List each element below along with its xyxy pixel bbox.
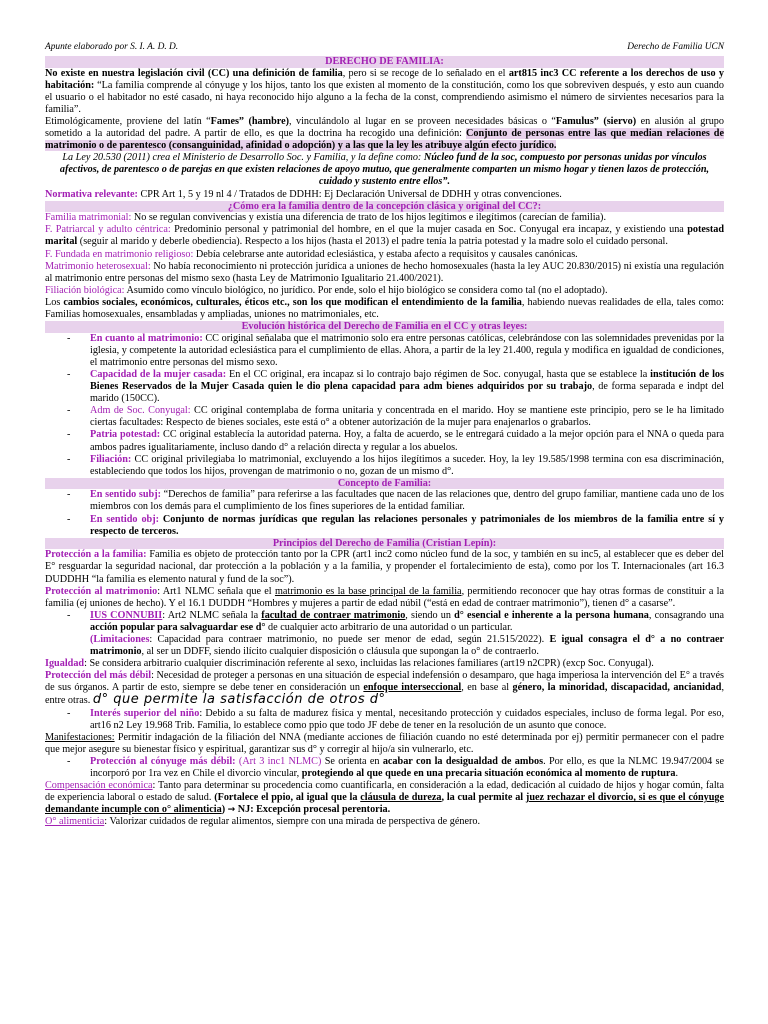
section-title-concepto: Concepto de Familia:: [45, 478, 724, 490]
prot-mat-underline: matrimonio es la base principal de la familia: [274, 585, 462, 597]
clasica-text-1: No se regulan convivencias y existía una diferencia de trato de los hijos legítimos e ilegítimos (carecían de familia).: [131, 212, 606, 224]
prot-mat-text-1: : Art1 NLMC señala que el: [157, 585, 275, 597]
ius-bold-2: acción popular para salvaguardar ese d°: [90, 621, 266, 633]
evolucion-item-2: [90, 369, 724, 405]
intro-paragraph-2: [45, 116, 724, 152]
clasica-text-5: Asumido como vínculo biológico, no jurídico. Por ende, solo el hijo biológico se considera como tal (no el adoptado).: [124, 284, 608, 296]
intro-text-2: “La familia comprende al cónyuge y los hijos, tanto los que existen al momento de la constitución, como los que sobreviven después, y esto aun cuando el usuario o el habitador no esté casado, ni haya reconocido hijo alguno a la fecha de la const, comprendiendo asimismo el número de sirvientes necesarios para la familia”.: [45, 79, 724, 115]
lim-text-1: : Capacidad para contraer matrimonio, no puede ser menor de edad, según 21.515/2022).: [149, 634, 550, 645]
evolucion-bold-2: institución de los Bienes Reservados de la Mujer Casada quien le dio plena capacidad para adm bienes adquiridos por su trabajo: [90, 368, 724, 393]
concepto-list: [45, 489, 724, 537]
prot-fam-text: Familia es objeto de protección tanto por la CPR (art1 inc2 como núcleo fund de la soc, y también en su inc5, al establecer que es deber del E° resguardar la seguridad nacional, dar protección a la población y a la familia, y propender el fortalecimiento de esta), como por los T. Internacionales (art 16.3 DUDDHH “la familia es elemento natural y fund de la soc”).: [45, 549, 725, 585]
clasica-bold-2: potestad marital: [45, 224, 725, 248]
proteccion-matrimonio: [45, 586, 724, 610]
igualdad-label: Igualdad: [45, 658, 85, 670]
intro-text-1: , pero si se recoge de lo señalado en el: [342, 67, 509, 79]
interes-superior-nino: [90, 708, 724, 732]
compensacion-economica: [45, 780, 724, 816]
header-course: Derecho de Familia UCN: [627, 42, 724, 52]
debil-text-3: , entre otras.: [45, 682, 724, 707]
etym-famulus: Famulus” (siervo): [555, 115, 637, 127]
comp-label: Compensación económica: [45, 780, 153, 792]
arrow-right-icon: →: [227, 805, 236, 816]
comp-bold-3: ): [221, 804, 228, 816]
evolucion-text-2: En el CC original, era incapaz si lo contrajo bajo régimen de Soc. conyugal, hasta que se establece la: [226, 368, 651, 380]
cony-ref: (Art 3 inc1 NLMC): [235, 755, 322, 767]
ius-text-3: , consagrando una: [648, 609, 724, 621]
proteccion-familia: [45, 549, 724, 585]
prot-mat-label: Protección al matrimonio: [45, 585, 158, 597]
ius-label: IUS CONNUBII: [90, 609, 163, 621]
evolucion-item-5: [90, 454, 724, 478]
handwritten-note: d° que permite la satisfacción de otros d°: [92, 692, 386, 708]
comp-clausula-dureza: cláusula de dureza: [360, 792, 442, 804]
evolucion-label-3: Adm de Soc. Conyugal:: [90, 405, 191, 417]
ius-connubii: [90, 610, 724, 658]
manifestaciones: [45, 732, 724, 756]
comp-juez-rechazar: juez rechazar el divorcio, si es que el cónyuge demandante incumple con o° alimenticia: [45, 792, 724, 816]
intro-bold-1: No existe en nuestra legislación civil (CC) una definición de familia: [45, 67, 343, 79]
ius-connubii-list: [45, 610, 724, 658]
intro-paragraph-1: [45, 68, 724, 116]
lim-label: (Limitaciones: [90, 634, 150, 645]
clasica-label-2: F. Patriarcal y adulto céntrica:: [45, 224, 171, 236]
cambios-bold: cambios sociales, económicos, culturales, éticos etc., son los que modifican el entendimiento de la familia: [63, 296, 522, 308]
nino-text: : Debido a su falta de madurez física y mental, necesitando protección y cuidados especiales, incluso de forma legal. Por eso, art16 n2 Ley 19.968 Trib. Familia, lo establece como ppio que todo JF debe de tener en la resolución de un asunto que conoce.: [90, 707, 724, 731]
debil-bold: género, la minoridad, discapacidad, ancianidad: [512, 682, 722, 694]
nino-label: Interés superior del niño: [90, 707, 200, 719]
evolucion-text-3: CC original contemplaba de forma unitaria y concentrada en el marido. Hoy se mantiene este principio, pero se le ha limitado ciertas facultades: Respecto de bienes sociales, este está o° a obtener autorización de la mujer para enajenarlos o grabarlos.: [90, 405, 724, 429]
clasica-label-3: F. Fundada en matrimonio religioso:: [45, 248, 194, 260]
cony-text-1: Se orienta en: [321, 755, 383, 767]
igualdad-text: : Se considera arbitrario cualquier discriminación referente al sexo, incluidas las relaciones familiares (art19 n2CPR) (excp Soc. Conyugal).: [84, 658, 654, 670]
etym-text-1: Etimológicamente, proviene del latín “: [45, 115, 211, 127]
normativa-text: CPR Art 1, 5 y 19 nl 4 / Tratados de DDHH: Ej Declaración Universal de DDHH y otras convenciones.: [137, 188, 562, 200]
ius-text-2: , siendo un: [405, 609, 455, 621]
intro-bold-2: art815 inc3 CC referente a los derechos de uso y habitación:: [45, 67, 724, 91]
clasica-text-2: Predominio personal y patrimonial del hombre, en el que la mujer casada en Soc. Conyugal era incapaz, y existiendo una: [170, 224, 688, 236]
ius-text-1: : Art2 NLMC señala la: [162, 609, 262, 621]
subj-text: “Derechos de familia” para referirse a las facultades que nacen de las relaciones que, dentro del grupo familiar, mantiene cada uno de los miembros con los demás para el cumplimiento de los fines superiores de la entidad familiar.: [90, 489, 724, 513]
evolucion-label-5: Filiación:: [90, 453, 132, 465]
cambios-text-2: , habiendo nuevas realidades de ella, tales como: Familias homosexuales, ensambladas y ampliadas, uniones no matrimoniales, etc.: [45, 296, 724, 320]
evolucion-label-4: Patria potestad:: [90, 429, 161, 441]
clasica-item-3: [45, 249, 724, 261]
evolucion-text-4: CC original establecía la autoridad paterna. Hoy, a falta de acuerdo, se le entregará cuidado a la mejor opción para el NNA o queda para ambos padres igualitariamente, incluso dando d° a relación directa y regular a los abuelos.: [90, 429, 724, 453]
normativa-label: Normativa relevante:: [45, 188, 138, 200]
etym-text-2: , vinculándolo al lugar en se proveen necesidades básicas o “: [289, 115, 556, 127]
evolucion-label-1: En cuanto al matrimonio:: [90, 332, 203, 344]
evolucion-list: [45, 333, 724, 478]
manif-text: Permitir indagación de la filiación del NNA (mediante acciones de filiación cuando no esté determinada por ej) permitir permanecer con el padre que mejor asegure su bienestar físico y espiritual, garantizar sus d° y corregir al hijo/a sin vulnerarlo, etc.: [45, 731, 724, 755]
doctrine-definition: Conjunto de personas entre las que median relaciones de matrimonio o de parentesco (consanguinidad, afinidad o adopción) y a las que la ley les atribuye algún efecto jurídico.: [45, 128, 724, 152]
obj-label: En sentido obj:: [90, 513, 159, 525]
clasica-item-1: [45, 212, 724, 224]
alim-text: : Valorizar cuidados de regular alimentos, siempre con una mirada de perspectiva de género.: [104, 816, 481, 828]
obj-text: Conjunto de normas jurídicas que regulan las relaciones personales y patrimoniales de los miembros de la familia entre sí y respecto de terceros.: [90, 513, 725, 537]
clasica-text-3: Debía celebrarse ante autoridad eclesiástica, y estaba afecto a requisitos y causales canónicas.: [193, 248, 578, 260]
evolucion-label-2: Capacidad de la mujer casada:: [90, 368, 227, 380]
manif-label: Manifestaciones:: [45, 731, 115, 743]
cony-label: Protección al cónyuge más débil:: [90, 755, 236, 767]
cony-bold-2: protegiendo al que quede en una precaria situación económica al momento de ruptura: [301, 768, 676, 780]
cony-text-3: .: [675, 768, 679, 780]
evolucion-text-1: CC original señalaba que el matrimonio solo era entre personas católicas, celebrándose con las solemnidades prevenidas por la iglesia, y competente la autoridad eclesiástica para el cumplimiento de ellas. Ahora, a partir de la ley 21.400, regula y modifica en igualdad de condiciones, el matrimonio entre personas del mismo sexo.: [90, 332, 724, 368]
clasica-text-2b: (seguir al marido y deberle obediencia). Respecto a los hijos (hasta el 2013) el padre tenía la patria potestad y la madre solo el cuidado personal.: [77, 236, 668, 248]
comp-text-1: : Tanto para determinar su procedencia como cuantificarla, en consideración a la edad, dedicación al cuidado de hijos y hogar común, falta de experiencia laboral o estado de salud.: [45, 780, 725, 804]
etym-text-3: en alusión al grupo sometido a la autoridad del padre. A partir de ello, es que la doctrina ha recogido una definición:: [45, 115, 724, 140]
obligacion-alimenticia: [45, 816, 724, 828]
cambios-sociales: [45, 297, 724, 321]
document-page: [45, 42, 724, 829]
cony-text-2: . Por ello, es que la NLMC 19.947/2004 se incorporó por 1ra vez en Chile el divorcio vincular,: [90, 755, 724, 780]
law-20530-definition: Núcleo fund de la soc, compuesto por personas unidas por vínculos afectivos, de parentesco o de parejas en que existen relaciones de apoyo mutuo, que generalmente comparten un mismo hogar y tienen lazos de protección, cuidado y sustento entre ellos”.: [59, 152, 710, 188]
prot-fam-label: Protección a la familia:: [45, 549, 147, 561]
debil-text-2: , en base al: [461, 682, 513, 694]
evolucion-item-3: [90, 405, 724, 429]
proteccion-conyuge-debil: [90, 756, 724, 780]
debil-text-1: : Necesidad de proteger a personas en una situación de especial indefensión o desamparo, que haga imperiosa la intervención del E° a través de sus órganos. A partir de esto, siempre se debe tener en consideración un: [45, 670, 725, 694]
igualdad: [45, 658, 724, 670]
comp-bold-4: NJ: Excepción procesal perentoria.: [235, 804, 391, 816]
debil-list: [45, 708, 724, 732]
clasica-item-4: [45, 261, 724, 285]
lim-text-2: , al ser un DDFF, siendo ilícito cualquier disposición o cláusula que supongan la o° de contraerlo.: [141, 646, 539, 658]
clasica-item-2: [45, 224, 724, 248]
conyuge-list: [45, 756, 724, 780]
alim-label: O° alimenticia: [45, 816, 105, 828]
etym-fames: Fames” (hambre): [210, 115, 290, 127]
section-title-principios: Principios del Derecho de Familia (Cristian Lepín):: [45, 538, 724, 550]
page-header: [45, 42, 724, 53]
concepto-obj: [90, 514, 724, 538]
comp-bold-2: , la cual permite al: [441, 792, 526, 804]
concepto-subj: [90, 489, 724, 513]
clasica-label-4: Matrimonio heterosexual:: [45, 260, 151, 272]
evolucion-text-5: CC original privilegiaba lo matrimonial, excluyendo a los hijos ilegítimos a suceder. Hoy, la ley 19.585/1998 termina con esa discriminación, estableciendo que todos los hijos, provengan de matrimonio o no, gozan de un mismo d°.: [90, 453, 724, 477]
section-title-clasica: ¿Cómo era la familia dentro de la concepción clásica y original del CC?:: [45, 201, 724, 213]
subj-label: En sentido subj:: [90, 489, 161, 501]
doc-title: DERECHO DE FAMILIA:: [45, 56, 724, 68]
intro-paragraph-3: [45, 152, 724, 188]
evolucion-item-1: [90, 333, 724, 369]
clasica-label-1: Familia matrimonial:: [45, 212, 132, 224]
prot-mat-text-2: , permitiendo reconocer que hay otras formas de constituir a la familia (ej uniones de hecho). Y el 16.1 DUDDH “Hombres y mujeres a partir de edad núbil (“está en edad de contraer matrimonio”), tienen d° a casarse”.: [45, 585, 724, 609]
debil-bold-underline: enfoque interseccional: [363, 682, 462, 694]
normativa-relevante: [45, 189, 724, 201]
ius-bold-underline: facultad de contraer matrimonio: [261, 609, 406, 621]
ius-bold-1: d° esencial e inherente a la persona humana: [454, 609, 649, 621]
evolucion-text-2b: , de forma separada e indpt del marido (150CC).: [90, 381, 724, 405]
section-title-evolucion: Evolución histórica del Derecho de Familia en el CC y otras leyes:: [45, 321, 724, 333]
clasica-text-4: No había reconocimiento ni protección jurídica a uniones de hecho homosexuales (hasta la ley AUC 20.830/2015) ni existía una regulación al matrimonio entre personas del mismo sexo (hasta Ley de Matrimonio Igualitario 21.400/2021).: [45, 260, 724, 284]
cony-bold-1: acabar con la desigualdad de ambos: [382, 755, 544, 767]
cambios-text-1: Los: [45, 296, 64, 308]
debil-label: Protección del más débil: [45, 670, 152, 682]
lim-bold: E igual consagra el d° a no contraer matrimonio: [90, 634, 724, 658]
header-author: Apunte elaborado por S. I. A. D. D.: [45, 42, 179, 52]
clasica-item-5: [45, 285, 724, 297]
clasica-label-5: Filiación biológica:: [45, 284, 125, 296]
ius-text-4: de cualquier acto arbitrario de una autoridad o un particular.: [265, 621, 513, 633]
evolucion-item-4: [90, 429, 724, 453]
law-20530-text: La Ley 20.530 (2011) crea el Ministerio de Desarrollo Soc. y Familia, y la define como:: [62, 152, 424, 164]
proteccion-debil: [45, 670, 724, 707]
comp-bold-1: (Fortalece el ppio, al igual que la: [214, 792, 361, 804]
